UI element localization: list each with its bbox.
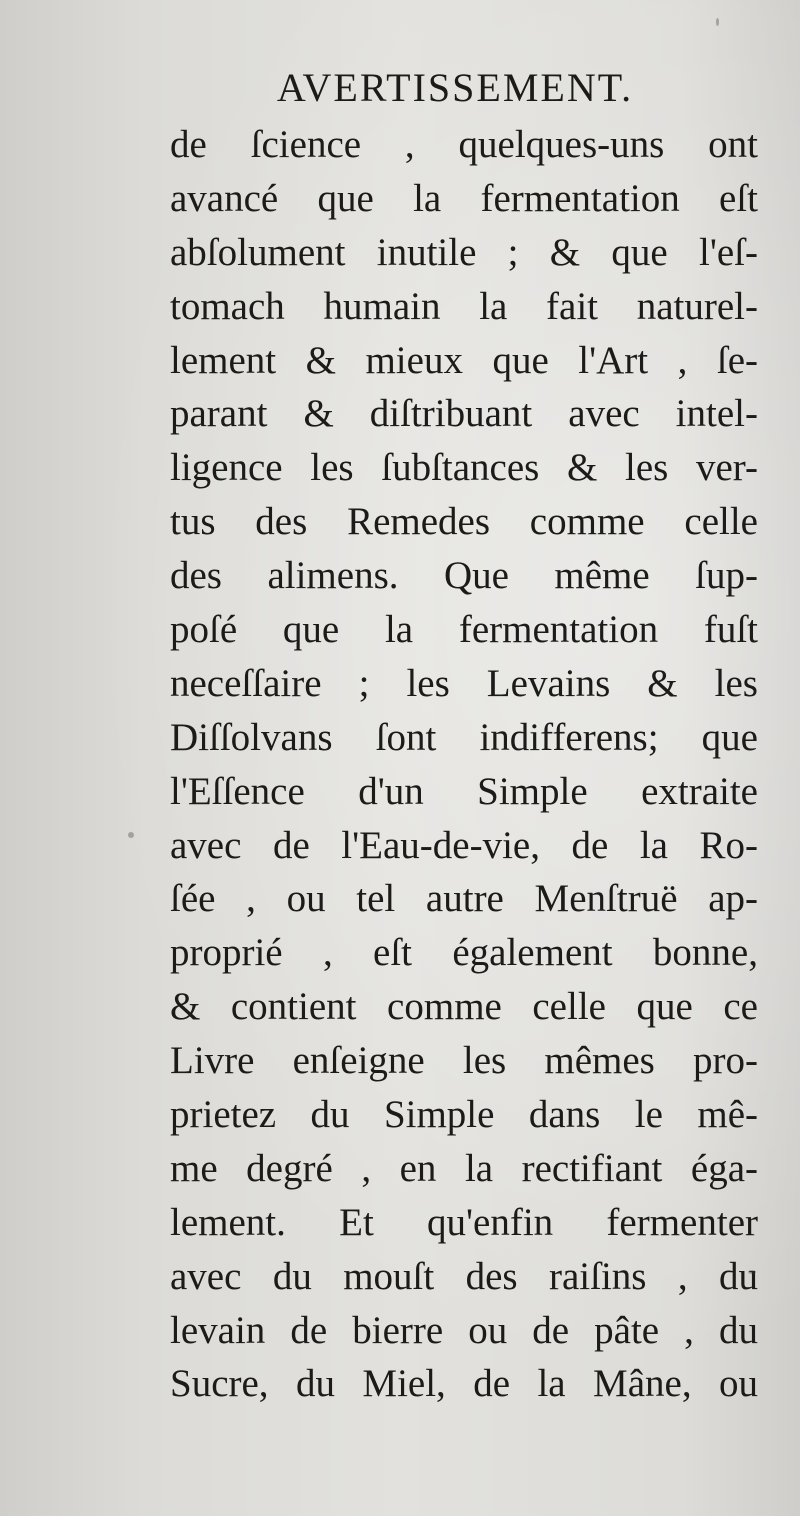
text-line: l'Eſſence d'un Simple extraite: [170, 769, 758, 813]
text-line: avec de l'Eau-de-vie, de la Ro-: [170, 823, 758, 867]
text-line: abſolument inutile ; & que l'eſ-: [170, 230, 758, 274]
body-text: [170, 118, 758, 1411]
text-line: poſé que la fermentation fuſt: [170, 608, 758, 652]
text-line: des alimens. Que même ſup-: [170, 554, 758, 598]
ink-speck: [716, 18, 719, 26]
ink-speck: [748, 1270, 756, 1274]
ink-speck: [128, 832, 134, 838]
running-head: AVERTISSEMENT.: [276, 65, 634, 110]
text-line: ſée , ou tel autre Menſtruë ap-: [170, 877, 758, 921]
text-line: ligence les ſubſtances & les ver-: [170, 446, 758, 490]
text-line: Livre enſeigne les mêmes pro-: [170, 1039, 758, 1083]
text-line: parant & diſtribuant avec intel-: [170, 392, 758, 436]
text-line: me degré , en la rectifiant éga-: [170, 1146, 758, 1190]
text-line: tomach humain la fait naturel-: [170, 284, 758, 328]
text-line: prietez du Simple dans le mê-: [170, 1093, 758, 1137]
text-line: lement & mieux que l'Art , ſe-: [170, 338, 758, 382]
text-line: lement. Et qu'enfin fermenter: [170, 1200, 758, 1244]
text-line: & contient comme celle que ce: [170, 985, 758, 1029]
text-line: proprié , eſt également bonne,: [170, 931, 758, 975]
text-line: de ſcience , quelques-uns ont: [170, 123, 758, 166]
text-line: avancé que la fermentation eſt: [170, 176, 758, 220]
text-line: levain de bierre ou de pâte , du: [170, 1308, 758, 1352]
text-line: Diſſolvans ſont indifferens; que: [170, 715, 758, 759]
text-line: tus des Remedes comme celle: [170, 500, 758, 544]
text-line: Sucre, du Miel, de la Mâne, ou: [170, 1362, 758, 1406]
text-line: neceſſaire ; les Levains & les: [170, 661, 758, 705]
text-line: avec du mouſt des raiſins , du: [170, 1254, 758, 1298]
